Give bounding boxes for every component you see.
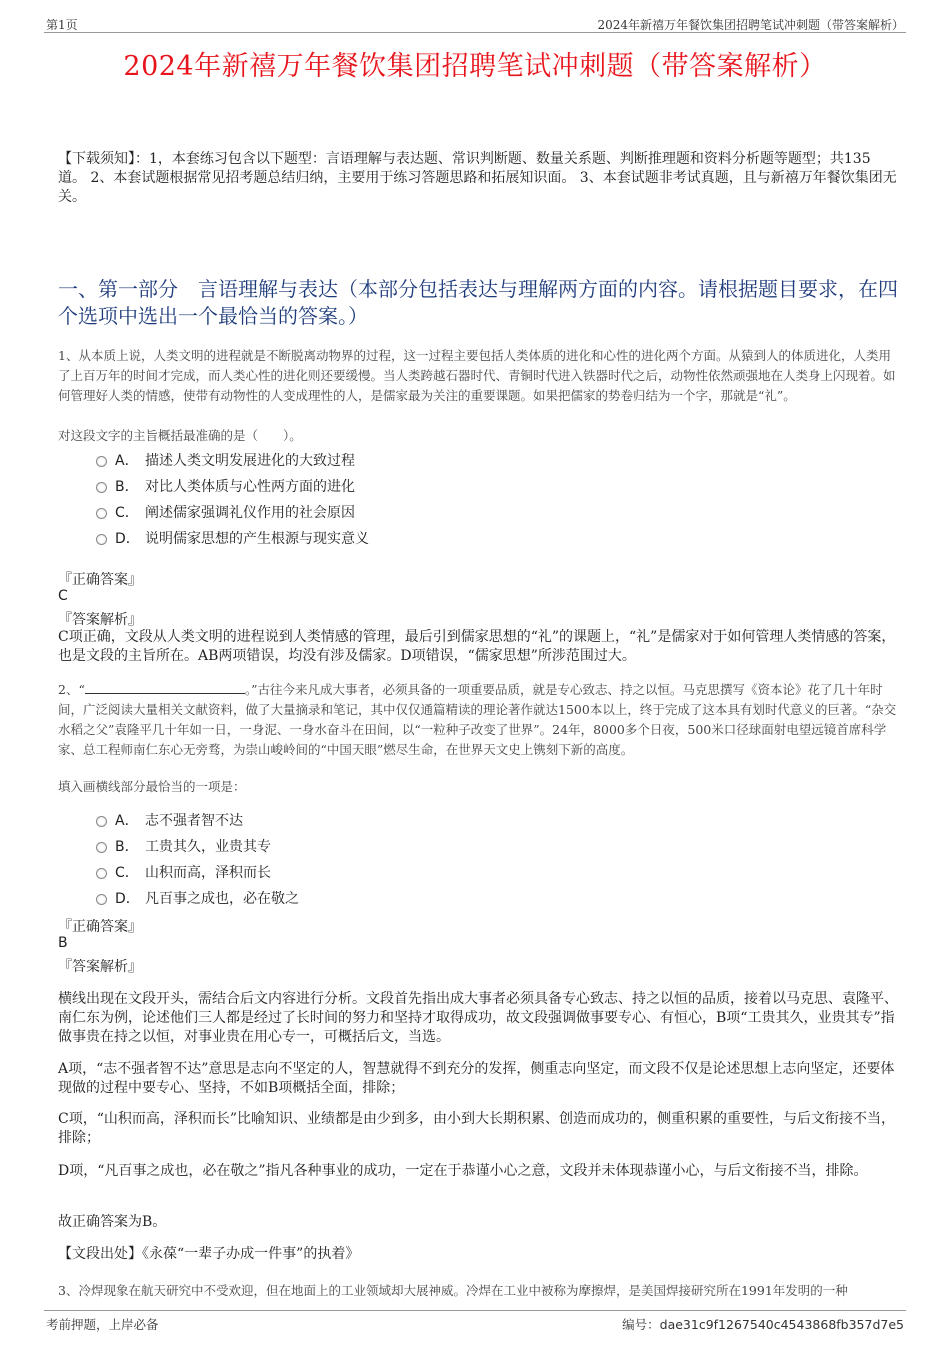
question-1-stem: 1、从本质上说，人类文明的进程就是不断脱离动物界的过程，这一过程主要包括人类体质的进化和心性的进化两个方面。从猿到人的体质进化，人类用了上百万年的时间才完成，而人类心性的进化则还要缓慢。当人类跨越石器时代、青铜时代进入铁器时代之后，动物性依然顽强地在人类身上闪现着。如何管理好人类的情感，使带有动物性的人变成理性的人，是儒家最为关注的重要课题。如果把儒家的势卷归结为一个字，那就是“礼”。 [58,348,896,403]
radio-icon[interactable] [96,534,107,545]
question-1-option-a[interactable]: A． 描述人类文明发展进化的大致过程 [96,450,355,470]
question-1-option-d[interactable]: D． 说明儒家思想的产生根源与现实意义 [96,528,369,548]
footer-slogan: 考前押题，上岸必备 [46,1317,159,1332]
radio-icon[interactable] [96,816,107,827]
question-2-answer: B [58,935,68,951]
radio-icon[interactable] [96,456,107,467]
radio-icon[interactable] [96,868,107,879]
document-code: 编号：dae31c9f1267540c4543868fb357d7e5 [622,1317,904,1332]
question-2-source: 【文段出处】《永葆“一辈子办成一件事”的执着》 [58,1246,360,1262]
page-header [44,12,906,33]
question-2-answer-label: 『正确答案』 [58,919,142,935]
question-2-analysis-label: 『答案解析』 [58,959,142,975]
question-1-analysis-label: 『答案解析』 [58,612,142,628]
question-1-answer: C [58,588,68,604]
question-2-prompt: 填入画横线部分最恰当的一项是： [58,779,246,794]
question-1-option-c[interactable]: C． 阐述儒家强调礼仪作用的社会原因 [96,502,355,522]
question-3-stem: 3、冷焊现象在航天研究中不受欢迎，但在地面上的工业领域却大展神威。冷焊在工业中被称为摩擦焊，是美国焊接研究所在1991年发明的一种 [58,1283,848,1298]
question-1-answer-label: 『正确答案』 [58,572,142,588]
question-2-analysis-paragraph: 横线出现在文段开头，需结合后文内容进行分析。文段首先指出成大事者必须具备专心致志、持之以恒的品质，接着以马克思、袁隆平、南仁东为例，论述他们三人都是经过了长时间的努力和坚持才取得成功，故文段强调做事要专心、有恒心，B项“工贵其久，业贵其专”指做事贵在持之以恒，对事业贵在用心专一，可概括后文，当选。 [58,991,898,1045]
document-title: 2024年新禧万年餐饮集团招聘笔试冲刺题（带答案解析） [123,51,827,82]
download-notice: 【下载须知】：1，本套练习包含以下题型：言语理解与表达题、常识判断题、数量关系题、判断推理题和资料分析题等题型；共135道。 2、本套试题根据常见招考题总结归纳，主要用于练习答题思路和拓展知识面。 3、本套试题非考试真题，且与新禧万年餐饮集团无关。 [58,151,897,205]
header-doc-title: 2024年新禧万年餐饮集团招聘笔试冲刺题（带答案解析） [597,18,904,32]
question-2-analysis-paragraph: D项，“凡百事之成也，必在敬之”指凡各种事业的成功，一定在于恭谨小心之意，文段并未体现恭谨小心，与后文衔接不当，排除。 [58,1163,868,1179]
question-2-analysis-paragraph: C项，“山积而高，泽积而长”比喻知识、业绩都是由少到多，由小到大长期积累、创造而成功的，侧重积累的重要性，与后文衔接不当，排除； [58,1111,896,1146]
question-2-stem: 2、“ 。”古往今来凡成大事者，必须具备的一项重要品质，就是专心致志、持之以恒。马克思撰写《资本论》花了几十年时间，广泛阅读大量相关文献资料，做了大量摘录和笔记，其中仅仅通篇精读的理论著作就达1500本以上，终于完成了这本具有划时代意义的巨著。“杂交水稻之父”袁隆平几十年如一日，一身泥、一身水奋斗在田间，以“一粒种子改变了世界”。24年，8000多个日夜，500米口径球面射电望远镜首席科学家、总工程师南仁东心无旁骛，为崇山峻岭间的“中国天眼”燃尽生命，在世界天文史上镌刻下新的高度。 [58,682,897,757]
page-number: 第1页 [46,18,78,32]
page-footer [44,1310,906,1333]
question-1-analysis: C项正确，文段从人类文明的进程说到人类情感的管理，最后引到儒家思想的“礼”的课题上，“礼”是儒家对于如何管理人类情感的答案，也是文段的主旨所在。AB两项错误，均没有涉及儒家。D项错误，“儒家思想”所涉范围过大。 [58,629,896,664]
section-heading: 一、第一部分 言语理解与表达（本部分包括表达与理解两方面的内容。请根据题目要求，在四个选项中选出一个最恰当的答案。） [58,277,898,328]
question-1-prompt: 对这段文字的主旨概括最准确的是（ ）。 [58,428,302,443]
question-2-option-b[interactable]: B． 工贵其久，业贵其专 [96,836,271,856]
question-2-option-c[interactable]: C． 山积而高，泽积而长 [96,862,271,882]
question-2-option-a[interactable]: A． 志不强者智不达 [96,810,243,830]
question-1-option-b[interactable]: B． 对比人类体质与心性两方面的进化 [96,476,355,496]
question-2-option-d[interactable]: D． 凡百事之成也，必在敬之 [96,888,299,908]
radio-icon[interactable] [96,842,107,853]
radio-icon[interactable] [96,894,107,905]
radio-icon[interactable] [96,508,107,519]
radio-icon[interactable] [96,482,107,493]
question-2-analysis-paragraph: A项，“志不强者智不达”意思是志向不坚定的人，智慧就得不到充分的发挥，侧重志向坚定，而文段不仅是论述思想上志向坚定，还要体现做的过程中要专心、坚持，不如B项概括全面，排除； [58,1061,895,1096]
fill-blank [85,681,245,694]
question-2-analysis-paragraph: 故正确答案为B。 [58,1214,167,1230]
